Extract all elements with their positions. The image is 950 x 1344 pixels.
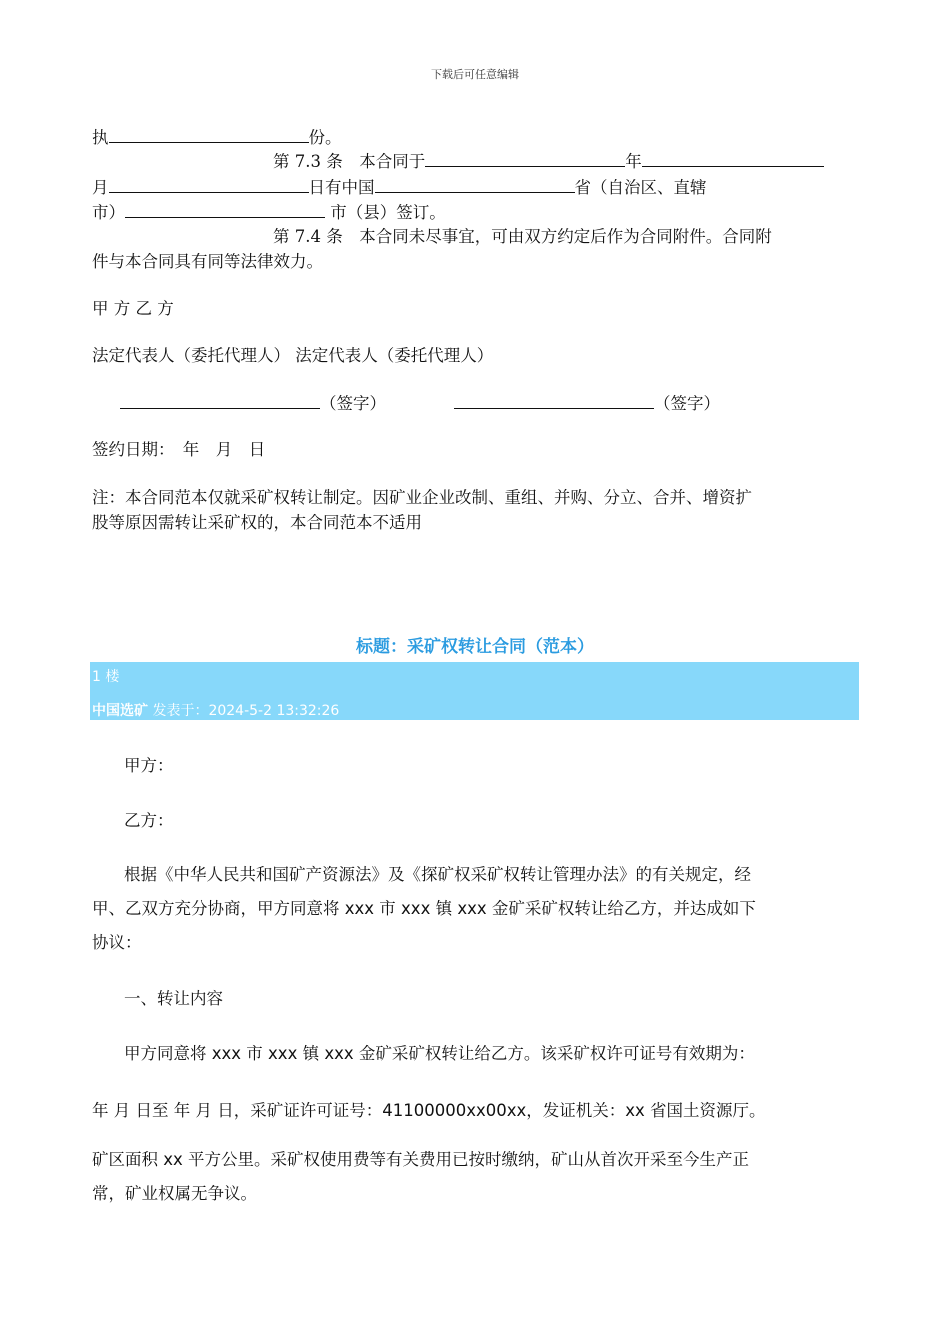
body-p2 — [124, 1043, 755, 1065]
representatives-line: 法定代表人（委托代理人） 法定代表人（委托代理人） — [92, 346, 494, 365]
contract-line-2 — [273, 150, 824, 173]
contract-line-6: 件与本合同具有同等法律效力。 — [92, 252, 323, 271]
text: 市 — [374, 899, 402, 918]
text: xx — [625, 1101, 645, 1120]
post-header-bar — [90, 662, 859, 720]
text: 省国土资源厅。 — [644, 1101, 766, 1120]
page-header: 下载后可任意编辑 — [431, 68, 519, 81]
text: 镇 — [430, 899, 458, 918]
text: （签字） — [320, 394, 386, 413]
blank-line — [642, 150, 824, 167]
post-time: 发表于：2024-5-2 13:32:26 — [148, 703, 340, 719]
blank-line — [109, 176, 309, 193]
signature-line — [120, 392, 720, 415]
text: 年 — [625, 152, 642, 171]
text: 年 月 日至 年 月 日，采矿证许可证号： — [92, 1101, 383, 1120]
post-meta — [92, 700, 339, 720]
floor-number: 1 楼 — [92, 669, 120, 685]
text: 月 — [92, 178, 109, 197]
party-a-label: 甲方： — [124, 756, 174, 775]
text: xxx — [401, 899, 431, 918]
post-title: 标题：采矿权转让合同（范本） — [356, 637, 594, 657]
text: 市） — [92, 203, 125, 222]
text: xx — [163, 1150, 183, 1169]
text: 日有中国 — [308, 178, 375, 197]
text: 份。 — [308, 128, 342, 147]
note-line-2: 股等原因需转让采矿权的，本合同范本不适用 — [92, 513, 422, 532]
author-link[interactable]: 中国选矿 — [92, 703, 148, 719]
blank-line — [425, 150, 625, 167]
text: 市（县）签订。 — [325, 203, 446, 222]
text: 执 — [92, 128, 109, 147]
text: 第 7.3 条 本合同于 — [273, 152, 426, 171]
text: 省（自治区、直辖 — [574, 178, 707, 197]
contract-line-5: 第 7.4 条 本合同未尽事宜，可由双方约定后作为合同附件。合同附 — [273, 227, 772, 246]
text: xxx — [324, 1044, 354, 1063]
text: xxx — [457, 899, 487, 918]
text: 金矿采矿权转让给乙方。该采矿权许可证号有效期为： — [353, 1044, 755, 1063]
text: （签字） — [654, 394, 720, 413]
text: xxx — [268, 1044, 298, 1063]
text: 甲方同意将 — [124, 1044, 212, 1063]
signature-blank-b — [454, 392, 654, 409]
blank-line — [109, 126, 309, 143]
text: xxx — [344, 899, 375, 918]
note-line-1: 注：本合同范本仅就采矿权转让制定。因矿业企业改制、重组、并购、分立、合并、增资扩 — [92, 488, 752, 507]
text: 41100000xx00xx — [382, 1101, 527, 1120]
text: 市 — [241, 1044, 269, 1063]
blank-line — [375, 176, 575, 193]
body-p4 — [92, 1149, 749, 1171]
signature-blank-a — [120, 392, 320, 409]
body-p1-line-1: 根据《中华人民共和国矿产资源法》及《探矿权采矿权转让管理办法》的有关规定，经 — [124, 865, 751, 884]
text: 平方公里。采矿权使用费等有关费用已按时缴纳，矿山从首次开采至今生产正 — [182, 1150, 750, 1169]
contract-line-3 — [92, 176, 707, 199]
text: 矿区面积 — [92, 1150, 164, 1169]
party-b-label: 乙方： — [124, 811, 174, 830]
text: ，发证机关： — [526, 1101, 626, 1120]
text: 金矿采矿权转让给乙方，并达成如下 — [486, 899, 756, 918]
section-heading-1: 一、转让内容 — [124, 989, 223, 1008]
blank-line — [125, 201, 325, 218]
body-p1-line-3: 协议： — [92, 933, 142, 952]
text: 镇 — [297, 1044, 325, 1063]
body-p3 — [92, 1100, 766, 1122]
text: 甲、乙双方充分协商，甲方同意将 — [92, 899, 345, 918]
contract-line-1 — [92, 126, 342, 149]
body-p5: 常，矿业权属无争议。 — [92, 1184, 257, 1203]
parties-line: 甲 方 乙 方 — [92, 299, 174, 318]
signing-date: 签约日期： 年 月 日 — [92, 440, 266, 459]
body-p1-line-2 — [92, 898, 756, 920]
text: xxx — [211, 1044, 242, 1063]
contract-line-4 — [92, 201, 446, 224]
